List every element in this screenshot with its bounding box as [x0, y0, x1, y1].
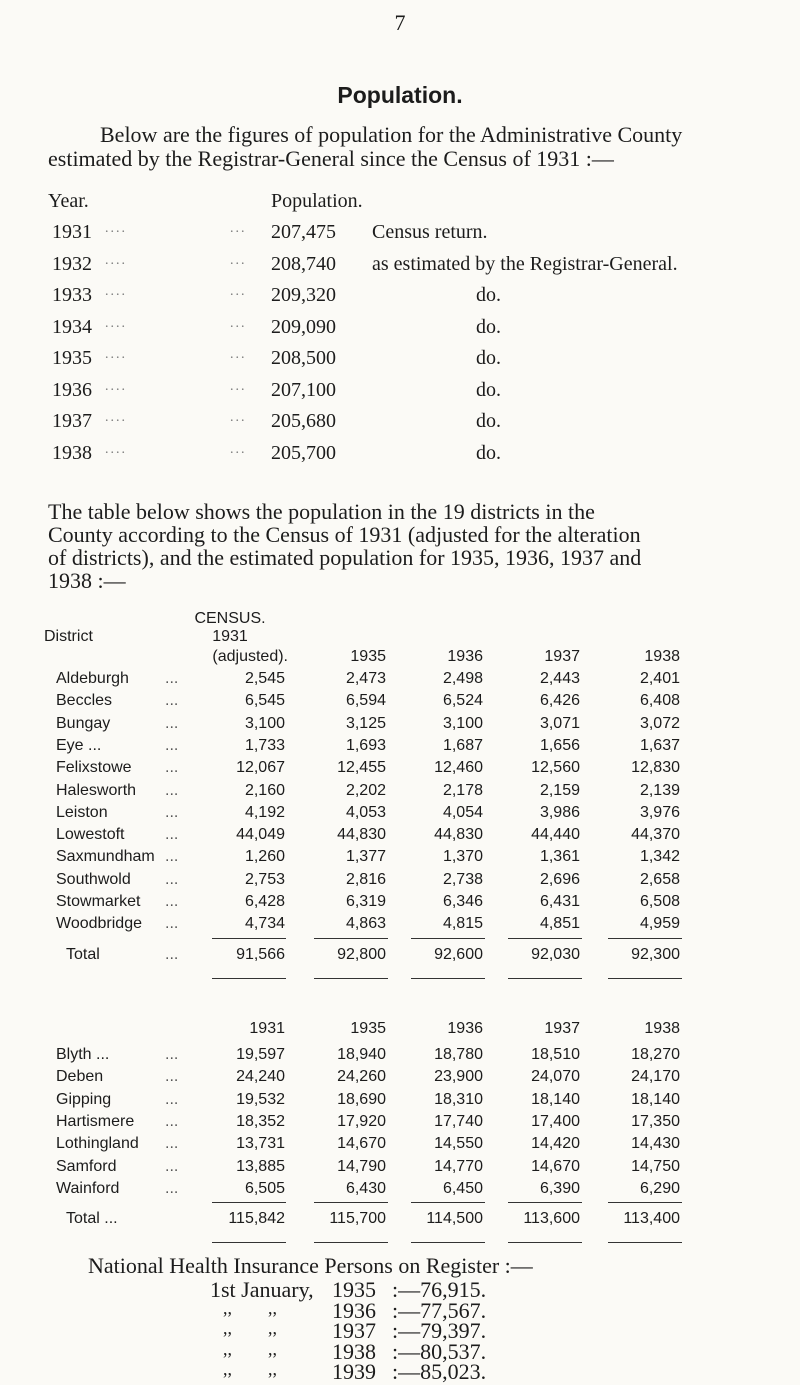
county-population-row: [0, 442, 800, 472]
total-rule: [314, 1202, 388, 1203]
nhi-value: :—80,537.: [392, 1338, 487, 1364]
county-population-row: [0, 253, 800, 283]
cell-y1936: 14,550: [434, 1135, 483, 1153]
year: 1936: [52, 378, 92, 401]
district-name: Aldeburgh: [56, 670, 129, 687]
cell-y1938: 6,508: [639, 893, 680, 910]
nhi-value: :—85,023.: [392, 1359, 487, 1384]
cell-y1938: 3,072: [639, 714, 680, 732]
cell-y1935: 18,940: [337, 1046, 386, 1063]
table-row: [0, 1180, 800, 1202]
total-1931: 91,566: [236, 946, 285, 963]
leader-dots: ...: [230, 410, 247, 425]
cell-y1936: 4,815: [442, 915, 483, 933]
total-rule: [411, 1202, 485, 1203]
cell-y1935: 2,202: [345, 781, 386, 799]
cell-c1931: 44,049: [236, 826, 285, 844]
cell-y1938: 12,830: [631, 759, 680, 777]
leader-dots: ...: [165, 1135, 179, 1153]
cell-c1931: 2,160: [244, 781, 285, 799]
table-row: [0, 804, 800, 826]
cell-y1936: 23,900: [434, 1068, 483, 1086]
total-1936: 114,500: [426, 1210, 483, 1227]
nhi-year: 1936: [332, 1297, 376, 1323]
nhi-year: 1939: [332, 1359, 376, 1384]
total-rule: [212, 978, 286, 979]
cell-c1931: 6,428: [244, 893, 285, 910]
header-1937: 1937: [544, 1020, 580, 1037]
population-value: 205,680: [271, 410, 336, 432]
county-population-row: [0, 410, 800, 440]
district-name: Halesworth: [56, 781, 137, 799]
nhi-value: :—76,915.: [392, 1277, 487, 1302]
total-rule: [212, 938, 286, 939]
year: 1932: [52, 252, 92, 275]
population-note: do.: [476, 315, 501, 338]
table-row: [0, 1046, 800, 1068]
cell-y1937: 44,440: [531, 826, 580, 844]
cell-y1936: 6,346: [442, 893, 483, 910]
leader-dots: ...: [230, 252, 247, 268]
total-rule: [314, 978, 388, 979]
county-population-header: [0, 190, 800, 220]
total-rule: [608, 938, 682, 939]
census-header-line-2: 1931: [212, 628, 248, 645]
population-note: do.: [476, 284, 501, 306]
table-row: [0, 1068, 800, 1090]
total-rule: [608, 1202, 682, 1203]
district-header: District: [44, 628, 93, 645]
leader-dots: ...: [165, 826, 179, 844]
cell-y1935: 6,430: [345, 1179, 386, 1197]
total-rule: [508, 1242, 582, 1243]
table-row: [0, 893, 800, 915]
cell-y1937: 18,140: [531, 1090, 580, 1108]
cell-y1938: 44,370: [631, 826, 680, 844]
total-1936: 92,600: [434, 946, 483, 963]
cell-c1931: 3,100: [244, 714, 285, 732]
district-name: Samford: [56, 1157, 117, 1175]
total-rule: [212, 1202, 286, 1203]
district-name: Gipping: [56, 1090, 112, 1108]
cell-c1931: 6,545: [244, 692, 285, 710]
district-name: Southwold: [56, 870, 131, 888]
header-1936: 1936: [447, 1020, 483, 1037]
cell-y1938: 1,342: [639, 848, 680, 866]
cell-y1935: 4,053: [345, 803, 386, 821]
districts-intro-line-3: of districts), and the estimated population for 1935, 1936, 1937 and: [48, 545, 642, 570]
cell-y1938: 17,350: [631, 1112, 680, 1130]
page-number: 7: [394, 10, 406, 35]
year: 1934: [52, 315, 92, 338]
page-title: Population.: [337, 82, 463, 108]
population-note: do.: [476, 347, 501, 369]
cell-y1937: 18,510: [531, 1046, 580, 1063]
cell-y1937: 2,159: [539, 781, 580, 799]
leader-dots: ....: [105, 252, 127, 268]
population-value: 209,090: [271, 315, 336, 338]
table-row: [0, 715, 800, 737]
districts-intro-line-1: The table below shows the population in the 19 districts in the: [48, 499, 595, 524]
cell-y1935: 12,455: [337, 759, 386, 777]
nhi-year: 1935: [332, 1277, 376, 1302]
cell-y1938: 2,139: [639, 781, 680, 799]
total-1938: 113,400: [623, 1210, 680, 1227]
district-name: Lowestoft: [56, 826, 125, 844]
cell-c1931: 4,192: [244, 803, 285, 821]
header-1938: 1938: [644, 1020, 680, 1037]
cell-y1936: 1,370: [442, 848, 483, 866]
total-rule: [508, 978, 582, 979]
year: 1935: [52, 347, 92, 369]
table-row: [0, 1158, 800, 1180]
cell-c1931: 1,260: [244, 848, 285, 866]
district-name: Bungay: [56, 714, 111, 732]
county-population-row: [0, 316, 800, 346]
cell-y1936: 3,100: [442, 714, 483, 732]
districts-intro-line-4: 1938 :—: [48, 568, 126, 593]
cell-y1936: 14,770: [434, 1157, 483, 1175]
leader-dots: ...: [165, 1090, 179, 1108]
total-label: Total: [66, 946, 100, 963]
cell-y1938: 6,408: [639, 692, 680, 710]
cell-y1936: 18,780: [434, 1046, 483, 1063]
county-population-row: [0, 347, 800, 377]
header-1936: 1936: [447, 648, 483, 665]
table-row: [0, 737, 800, 759]
header-1931: 1931: [249, 1020, 285, 1037]
cell-y1938: 3,976: [639, 803, 680, 821]
cell-y1937: 14,420: [531, 1135, 580, 1153]
district-name: Leiston: [56, 803, 108, 821]
district-name: Saxmundham: [56, 848, 155, 866]
cell-y1936: 2,178: [442, 781, 483, 799]
cell-c1931: 13,731: [236, 1135, 285, 1153]
leader-dots: ...: [230, 221, 247, 236]
district-name: Eye ...: [56, 736, 102, 754]
cell-c1931: 2,545: [244, 670, 285, 687]
cell-y1937: 2,696: [539, 870, 580, 888]
cell-y1937: 6,426: [539, 692, 580, 710]
population-value: 209,320: [271, 284, 336, 306]
nhi-year: 1937: [332, 1318, 376, 1343]
leader-dots: ...: [165, 1068, 179, 1086]
rural-total-row: [0, 1210, 800, 1232]
cell-y1936: 2,498: [442, 670, 483, 687]
cell-y1935: 2,816: [345, 870, 386, 888]
district-name: Woodbridge: [56, 915, 142, 933]
cell-c1931: 4,734: [244, 915, 285, 933]
cell-y1938: 4,959: [639, 915, 680, 933]
districts-intro-line-2: County according to the Census of 1931 (adjusted for the alteration: [48, 522, 641, 547]
leader-dots: ...: [165, 692, 179, 710]
total-rule: [508, 938, 582, 939]
cell-y1936: 4,054: [442, 803, 483, 821]
leader-dots: ...: [230, 347, 247, 362]
leader-dots: ...: [165, 893, 179, 910]
leader-dots: ...: [165, 870, 179, 888]
year: 1931: [52, 221, 92, 243]
cell-y1936: 6,524: [442, 692, 483, 710]
header-1935: 1935: [350, 1020, 386, 1037]
district-name: Hartismere: [56, 1112, 135, 1130]
total-rule: [411, 1242, 485, 1243]
population-note: do.: [476, 441, 501, 464]
nhi-year: 1938: [332, 1338, 376, 1364]
leader-dots: ....: [105, 315, 127, 331]
cell-y1937: 24,070: [531, 1068, 580, 1086]
cell-y1935: 18,690: [337, 1090, 386, 1108]
header-1937: 1937: [544, 648, 580, 665]
leader-dots: ...: [165, 781, 179, 799]
leader-dots: ....: [105, 284, 127, 299]
population-note: as estimated by the Registrar-General.: [372, 252, 678, 275]
cell-y1937: 6,390: [539, 1179, 580, 1197]
leader-dots: ....: [105, 347, 127, 362]
intro-line-2: estimated by the Registrar-General since the Census of 1931 :—: [48, 146, 614, 171]
cell-y1935: 17,920: [337, 1112, 386, 1130]
leader-dots: ...: [165, 1046, 179, 1063]
cell-y1935: 44,830: [337, 826, 386, 844]
cell-y1935: 24,260: [337, 1068, 386, 1086]
leader-dots: ...: [165, 946, 179, 963]
cell-c1931: 1,733: [244, 736, 285, 754]
total-rule: [608, 1242, 682, 1243]
cell-y1936: 2,738: [442, 870, 483, 888]
district-name: Wainford: [56, 1179, 120, 1197]
cell-c1931: 6,505: [244, 1179, 285, 1197]
cell-y1937: 6,431: [539, 893, 580, 910]
cell-y1938: 1,637: [639, 736, 680, 754]
leader-dots: ...: [165, 1157, 179, 1175]
urban-total-row: [0, 946, 800, 968]
total-1938: 92,300: [631, 946, 680, 963]
cell-y1938: 2,401: [639, 670, 680, 687]
nhi-value: :—79,397.: [392, 1318, 487, 1343]
cell-y1936: 44,830: [434, 826, 483, 844]
population-note: do.: [476, 378, 501, 401]
cell-y1935: 4,863: [345, 915, 386, 933]
table-row: [0, 1091, 800, 1113]
leader-dots: ...: [230, 284, 247, 299]
cell-y1937: 2,443: [539, 670, 580, 687]
leader-dots: ...: [165, 1179, 179, 1197]
cell-c1931: 13,885: [236, 1157, 285, 1175]
table-row: [0, 782, 800, 804]
leader-dots: ...: [165, 803, 179, 821]
population-value: 208,500: [271, 347, 336, 369]
total-rule: [314, 1242, 388, 1243]
district-name: Lothingland: [56, 1135, 139, 1153]
total-1935: 115,700: [329, 1210, 386, 1227]
total-rule: [608, 978, 682, 979]
total-1935: 92,800: [337, 946, 386, 963]
cell-y1936: 1,687: [442, 736, 483, 754]
table-row: [0, 759, 800, 781]
cell-c1931: 19,532: [236, 1090, 285, 1108]
intro-line-1: Below are the figures of population for the Administrative County: [100, 122, 683, 147]
county-population-row: [0, 284, 800, 314]
cell-y1935: 1,693: [345, 736, 386, 754]
table-row: [0, 670, 800, 692]
urban-districts-table: [0, 610, 800, 990]
leader-dots: ....: [105, 410, 127, 425]
population-value: 207,100: [271, 378, 336, 401]
leader-dots: ...: [165, 1112, 179, 1130]
census-header-line-1: CENSUS.: [194, 610, 266, 627]
table-row: [0, 848, 800, 870]
cell-y1938: 18,140: [631, 1090, 680, 1108]
leader-dots: ...: [165, 736, 179, 754]
district-name: Deben: [56, 1068, 104, 1086]
cell-y1937: 12,560: [531, 759, 580, 777]
cell-c1931: 18,352: [236, 1112, 285, 1130]
population-value: 207,475: [271, 221, 336, 243]
district-name: Beccles: [56, 692, 113, 710]
total-1931: 115,842: [228, 1210, 285, 1227]
header-1938: 1938: [644, 648, 680, 665]
leader-dots: ...: [165, 714, 179, 732]
nhi-prefix: ,, ,,: [223, 1359, 277, 1379]
leader-dots: ...: [230, 315, 247, 331]
county-population-table: [0, 190, 800, 490]
leader-dots: ...: [230, 441, 247, 457]
cell-y1935: 1,377: [345, 848, 386, 866]
cell-c1931: 2,753: [244, 870, 285, 888]
district-name: Stowmarket: [56, 893, 141, 910]
rural-districts-table: [0, 1020, 800, 1260]
population-value: 205,700: [271, 441, 336, 464]
population-header: Population.: [271, 190, 363, 212]
table-row: [0, 915, 800, 937]
nhi-heading: National Health Insurance Persons on Register :—: [88, 1253, 533, 1278]
total-1937: 113,600: [523, 1210, 580, 1227]
leader-dots: ....: [105, 221, 127, 236]
table-row: [0, 826, 800, 848]
cell-y1936: 6,450: [442, 1179, 483, 1197]
leader-dots: ...: [165, 848, 179, 866]
table-row: [0, 1135, 800, 1157]
cell-y1938: 14,430: [631, 1135, 680, 1153]
cell-y1938: 14,750: [631, 1157, 680, 1175]
cell-y1935: 6,319: [345, 893, 386, 910]
cell-y1937: 1,656: [539, 736, 580, 754]
cell-y1937: 1,361: [539, 848, 580, 866]
year-header: Year.: [48, 190, 89, 212]
total-rule: [411, 938, 485, 939]
population-value: 208,740: [271, 252, 336, 275]
cell-y1935: 14,670: [337, 1135, 386, 1153]
population-note: Census return.: [372, 221, 488, 243]
cell-y1936: 17,740: [434, 1112, 483, 1130]
cell-y1937: 4,851: [539, 915, 580, 933]
nhi-prefix: ,, ,,: [223, 1318, 277, 1338]
cell-y1938: 2,658: [639, 870, 680, 888]
table-row: [0, 692, 800, 714]
district-name: Blyth ...: [56, 1046, 110, 1063]
census-header-line-3: (adjusted).: [212, 648, 288, 665]
nhi-prefix: 1st January,: [210, 1277, 314, 1302]
leader-dots: ...: [230, 378, 247, 394]
table-row: [0, 1113, 800, 1135]
year: 1933: [52, 284, 92, 306]
county-population-row: [0, 379, 800, 409]
cell-y1938: 6,290: [639, 1179, 680, 1197]
district-name: Felixstowe: [56, 759, 132, 777]
cell-y1937: 17,400: [531, 1112, 580, 1130]
cell-y1938: 24,170: [631, 1068, 680, 1086]
cell-y1937: 14,670: [531, 1157, 580, 1175]
total-rule: [212, 1242, 286, 1243]
cell-c1931: 24,240: [236, 1068, 285, 1086]
total-rule: [314, 938, 388, 939]
leader-dots: ....: [105, 378, 127, 394]
nhi-prefix: ,, ,,: [223, 1297, 277, 1318]
leader-dots: ...: [165, 670, 179, 687]
total-label: Total ...: [66, 1210, 118, 1227]
header-1935: 1935: [350, 648, 386, 665]
cell-c1931: 19,597: [236, 1046, 285, 1063]
cell-y1937: 3,986: [539, 803, 580, 821]
cell-y1935: 6,594: [345, 692, 386, 710]
cell-c1931: 12,067: [236, 759, 285, 777]
cell-y1935: 3,125: [345, 714, 386, 732]
population-note: do.: [476, 410, 501, 432]
cell-y1935: 2,473: [345, 670, 386, 687]
cell-y1938: 18,270: [631, 1046, 680, 1063]
cell-y1937: 3,071: [539, 714, 580, 732]
total-1937: 92,030: [531, 946, 580, 963]
leader-dots: ...: [165, 915, 179, 933]
nhi-value: :—77,567.: [392, 1297, 487, 1323]
year: 1937: [52, 410, 92, 432]
leader-dots: ...: [165, 759, 179, 777]
county-population-row: [0, 221, 800, 251]
total-rule: [508, 1202, 582, 1203]
cell-y1936: 12,460: [434, 759, 483, 777]
leader-dots: ....: [105, 441, 127, 457]
cell-y1936: 18,310: [434, 1090, 483, 1108]
total-rule: [411, 978, 485, 979]
cell-y1935: 14,790: [337, 1157, 386, 1175]
table-row: [0, 871, 800, 893]
nhi-prefix: ,, ,,: [223, 1338, 277, 1359]
year: 1938: [52, 441, 92, 464]
